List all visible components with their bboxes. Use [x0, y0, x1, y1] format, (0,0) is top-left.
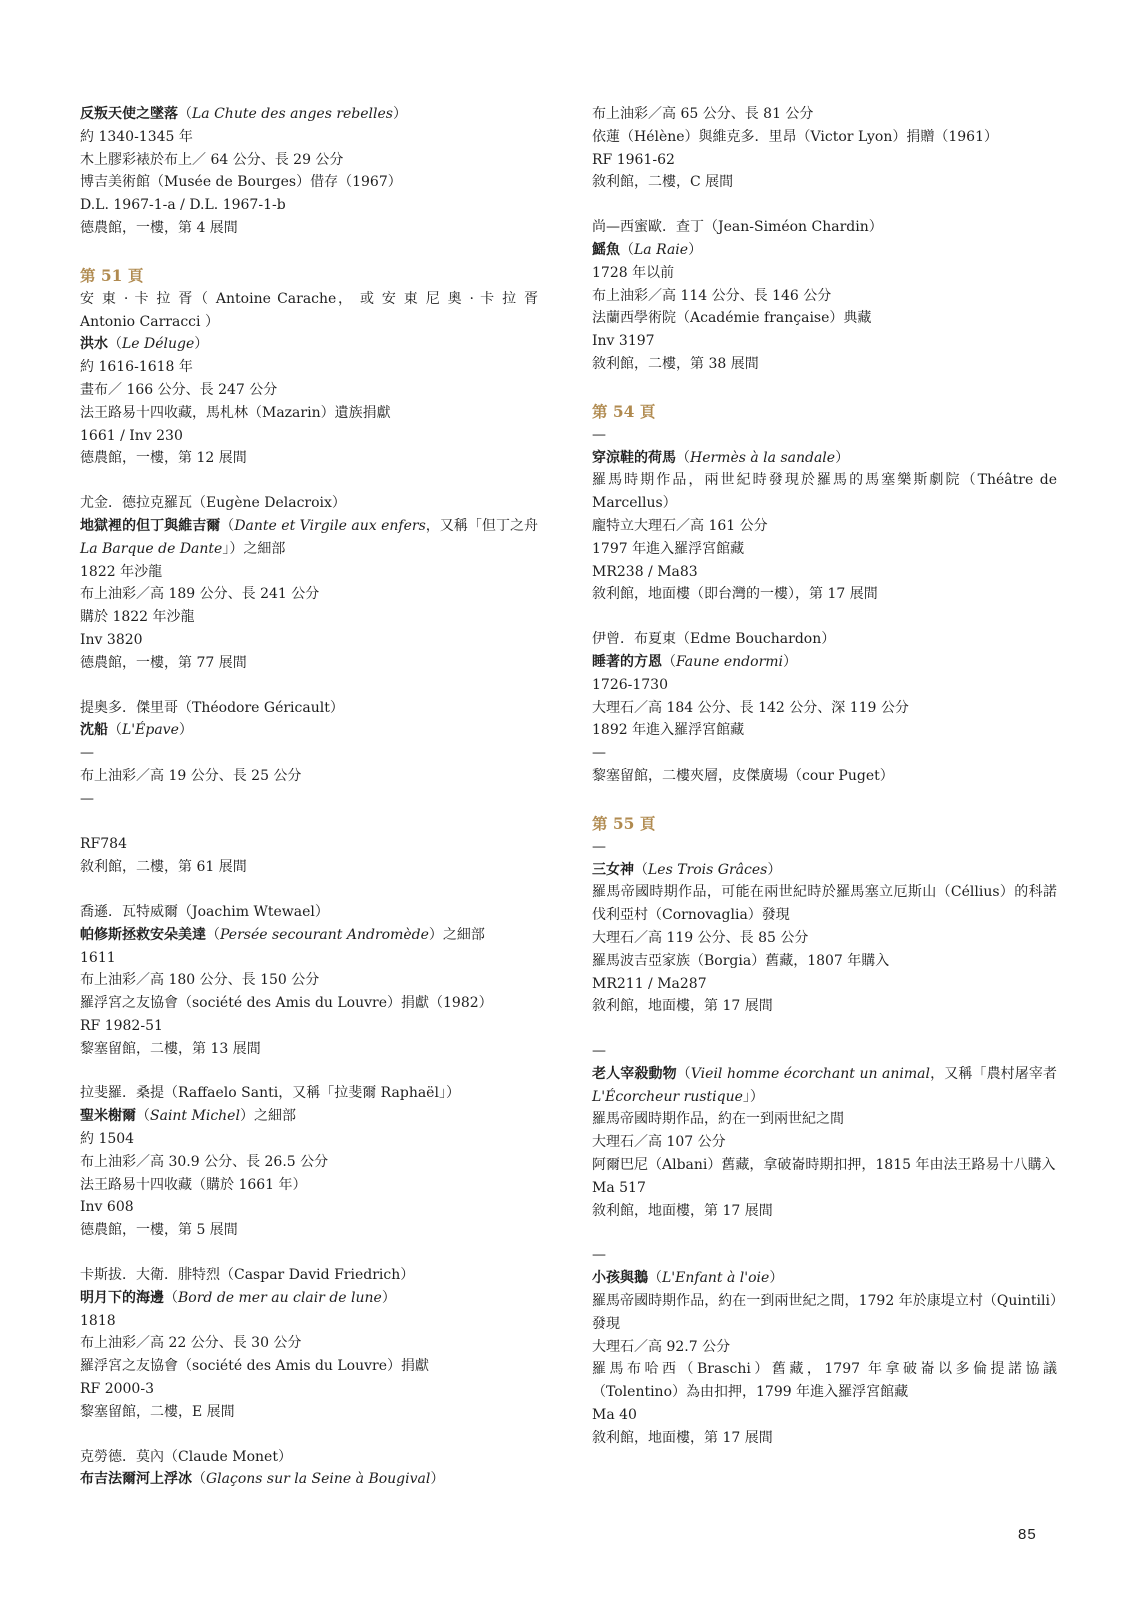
- artwork-title-fr: Bord de mer au clair de lune: [178, 1289, 382, 1306]
- artwork-title: 小孩與鵝: [592, 1270, 648, 1287]
- page-heading-54: 第 54 頁: [592, 401, 656, 421]
- artwork-title: 睡著的方恩: [592, 653, 662, 670]
- entry-title-line: 地獄裡的但丁與維吉爾（Dante et Virgile aux enfers，又稱「但丁之舟 La Barque de Dante」）之細部: [80, 517, 539, 557]
- page-heading-55: 第 55 頁: [592, 813, 656, 833]
- artwork-alt-title-fr: La Barque de Dante: [80, 540, 223, 557]
- provenance: 羅馬波吉亞家族（Borgia）舊藏，1807 年購入: [592, 952, 890, 969]
- description: 羅馬帝國時期作品，約在一到兩世紀之間，1792 年於康堤立村（Quintili）發現: [592, 1293, 1057, 1332]
- entry-title-line: 聖米榭爾（Saint Michel）之細部: [80, 1108, 296, 1125]
- artwork-title: 聖米榭爾: [80, 1108, 136, 1125]
- artist: 拉斐羅．桑提（Raffaelo Santi，又稱「拉斐爾 Raphaël」）: [80, 1085, 460, 1102]
- location: 黎塞留館，二樓，第 13 展間: [80, 1040, 261, 1057]
- artist: 安 東 · 卡 拉 胥（ Antoine Carache， 或 安 東 尼 奧 · 卡 拉 胥 Antonio Carracci ）: [80, 290, 538, 330]
- location: 德農館，一樓，第 5 展間: [80, 1222, 238, 1239]
- date: 約 1616-1618 年: [80, 359, 193, 376]
- provenance: 1797 年進入羅浮宮館藏: [592, 540, 745, 557]
- provenance: 法蘭西學術院（Académie française）典藏: [592, 310, 872, 327]
- entry-title-line: 睡著的方恩（Faune endormi）: [592, 653, 798, 670]
- medium: 大理石／高 92.7 公分: [592, 1338, 731, 1355]
- entry-seashore-moonlight: [80, 1264, 538, 1424]
- dash: —: [592, 1247, 606, 1264]
- entry-ray-fish: [592, 216, 1057, 376]
- artwork-title: 反叛天使之墜落: [80, 106, 178, 122]
- location: 敘利館，地面樓（即台灣的一樓），第 17 展間: [592, 586, 878, 603]
- dash: —: [80, 790, 94, 807]
- medium: 大理石／高 107 公分: [592, 1134, 726, 1151]
- artwork-title-fr: Glaçons sur la Seine à Bougival: [206, 1471, 431, 1488]
- inventory: RF784: [80, 836, 127, 853]
- artist: 提奧多．傑里哥（Théodore Géricault）: [80, 699, 344, 716]
- artwork-title: 帕修斯拯救安朵美達: [80, 926, 206, 943]
- provenance: 羅浮宮之友協會（société des Amis du Louvre）捐獻（1982）: [80, 995, 493, 1012]
- date: 約 1504: [80, 1131, 135, 1148]
- inventory: MR211 / Ma287: [592, 975, 707, 992]
- location: 敘利館，地面樓，第 17 展間: [592, 998, 773, 1015]
- artwork-title-fr: Les Trois Grâces: [648, 861, 768, 878]
- artwork-title: 洪水: [80, 336, 108, 353]
- provenance: 法王路易十四收藏（購於 1661 年）: [80, 1176, 307, 1193]
- inventory: MR238 / Ma83: [592, 563, 698, 580]
- entry-ice-floes-bougival: [80, 1446, 538, 1492]
- provenance: 羅浮宮之友協會（société des Amis du Louvre）捐獻: [80, 1358, 430, 1375]
- entry-old-man-flaying: [592, 1040, 1057, 1222]
- artwork-title: 老人宰殺動物: [592, 1065, 677, 1082]
- left-column: [80, 103, 538, 1491]
- inventory: Inv 3820: [80, 631, 143, 648]
- artwork-title-fr: Dante et Virgile aux enfers: [234, 517, 426, 534]
- artist: 尤金．德拉克羅瓦（Eugène Delacroix）: [80, 495, 346, 512]
- inventory: Inv 608: [80, 1199, 134, 1216]
- provenance: 阿爾巴尼（Albani）舊藏，拿破崙時期扣押，1815 年由法王路易十八購入: [592, 1157, 1056, 1174]
- entry-title-line: 沈船（L'Épave）: [80, 722, 193, 739]
- medium: 大理石／高 119 公分、長 85 公分: [592, 929, 809, 946]
- artwork-title-fr: L'Enfant à l'oie: [662, 1270, 770, 1287]
- right-column: [592, 103, 1057, 1450]
- entry-title-line: 布吉法爾河上浮冰（Glaçons sur la Seine à Bougival）: [80, 1471, 445, 1488]
- artwork-title: 布吉法爾河上浮冰: [80, 1471, 192, 1488]
- entry-title-line: 洪水（Le Déluge）: [80, 336, 209, 353]
- location: 敘利館，地面樓，第 17 展間: [592, 1429, 773, 1446]
- artwork-title: 鰩魚: [592, 241, 620, 258]
- entry-title-line: 帕修斯拯救安朵美達（Persée secourant Andromède）之細部: [80, 926, 485, 943]
- location: 黎塞留館，二樓，E 展間: [80, 1403, 235, 1420]
- artwork-title-fr: La Chute des anges rebelles: [192, 106, 393, 122]
- location: 敘利館，地面樓，第 17 展間: [592, 1202, 773, 1219]
- artwork-title: 明月下的海邊: [80, 1289, 164, 1306]
- artwork-title-fr: La Raie: [634, 241, 689, 258]
- entry-title-line: 老人宰殺動物（Vieil homme écorchant un animal，又稱「農村屠宰者 L'Écorcheur rustique」）: [592, 1065, 1058, 1105]
- artwork-alt-title-fr: L'Écorcheur rustique: [592, 1088, 743, 1105]
- dash: —: [592, 426, 606, 443]
- artwork-title-fr: Persée secourant Andromède: [220, 926, 429, 943]
- provenance: 法王路易十四收藏，馬札林（Mazarin）遺族捐獻: [80, 404, 391, 421]
- inventory: 1661 / Inv 230: [80, 427, 183, 444]
- dash: —: [592, 745, 606, 762]
- artwork-title-fr: Le Déluge: [122, 336, 195, 353]
- provenance: 博吉美術館（Musée de Bourges）借存（1967）: [80, 174, 402, 191]
- location: 德農館，一樓，第 12 展間: [80, 450, 247, 467]
- provenance: 羅馬布哈西（Braschi）舊藏，1797 年拿破崙以多倫提諾協議（Tolentino）為由扣押，1799 年進入羅浮宮館藏: [592, 1361, 1057, 1401]
- medium: 布上油彩／高 65 公分、長 81 公分: [592, 106, 814, 122]
- entry-title-line: 反叛天使之墜落（La Chute des anges rebelles）: [80, 106, 407, 122]
- artist: 卡斯拔．大衛．腓特烈（Caspar David Friedrich）: [80, 1267, 415, 1284]
- date: 約 1340-1345 年: [80, 128, 193, 145]
- description: 羅馬時期作品，兩世紀時發現於羅馬的馬塞樂斯劇院（Théâtre de Marcellus）: [592, 472, 1057, 512]
- artwork-title: 沈船: [80, 722, 108, 739]
- entry-title-line: 穿涼鞋的荷馬（Hermès à la sandale）: [592, 449, 850, 466]
- provenance: 購於 1822 年沙龍: [80, 609, 195, 626]
- artwork-title-fr: Saint Michel: [150, 1108, 240, 1125]
- entry-deluge: [80, 288, 538, 470]
- entry-title-line: 鰩魚（La Raie）: [592, 241, 703, 258]
- location: 德農館，一樓，第 77 展間: [80, 654, 247, 671]
- artwork-title-fr: Vieil homme écorchant un animal: [690, 1065, 930, 1082]
- inventory: Ma 40: [592, 1407, 637, 1424]
- inventory: RF 1982-51: [80, 1017, 163, 1034]
- entry-saint-michael: [80, 1082, 538, 1242]
- artwork-title: 地獄裡的但丁與維吉爾: [80, 517, 221, 534]
- artwork-title-fr: Hermès à la sandale: [690, 449, 836, 466]
- medium: 大理石／高 184 公分、長 142 公分、深 119 公分: [592, 699, 909, 716]
- entry-title-line: 明月下的海邊（Bord de mer au clair de lune）: [80, 1289, 396, 1306]
- entry-wreck: [80, 697, 538, 879]
- date: 1728 年以前: [592, 264, 675, 281]
- blank-line: [80, 811, 538, 834]
- inventory: RF 2000-3: [80, 1381, 154, 1398]
- entry-title-line: 三女神（Les Trois Grâces）: [592, 861, 782, 878]
- entry-continued: [592, 103, 1057, 194]
- medium: 布上油彩／高 19 公分、長 25 公分: [80, 767, 302, 784]
- medium: 畫布／ 166 公分、長 247 公分: [80, 381, 278, 398]
- medium: 布上油彩／高 180 公分、長 150 公分: [80, 972, 320, 989]
- dash: —: [592, 1043, 606, 1060]
- artist: 尚—西蜜歐．查丁（Jean-Siméon Chardin）: [592, 219, 883, 236]
- dash: —: [80, 745, 94, 762]
- medium: 布上油彩／高 30.9 公分、長 26.5 公分: [80, 1153, 329, 1170]
- date: 1822 年沙龍: [80, 563, 163, 580]
- artwork-title: 穿涼鞋的荷馬: [592, 449, 676, 466]
- artwork-title-fr: Faune endormi: [676, 653, 784, 670]
- medium: 布上油彩／高 22 公分、長 30 公分: [80, 1335, 302, 1352]
- inventory: Inv 3197: [592, 333, 655, 350]
- location: 黎塞留館，二樓夾層，皮傑廣場（cour Puget）: [592, 767, 894, 784]
- date: 1611: [80, 949, 116, 966]
- medium: 龐特立大理石／高 161 公分: [592, 517, 768, 534]
- artist: 伊曾．布夏東（Edme Bouchardon）: [592, 631, 836, 648]
- medium: 布上油彩／高 114 公分、長 146 公分: [592, 287, 832, 304]
- inventory: D.L. 1967-1-a / D.L. 1967-1-b: [80, 197, 286, 214]
- location: 敘利館，二樓，C 展間: [592, 174, 734, 191]
- date: 1818: [80, 1312, 116, 1329]
- entry-child-with-goose: [592, 1244, 1057, 1449]
- provenance: 依蓮（Hélène）與維克多．里昂（Victor Lyon）捐贈（1961）: [592, 128, 998, 145]
- entry-perseus-andromeda: [80, 901, 538, 1061]
- dash: —: [592, 838, 606, 855]
- inventory: Ma 517: [592, 1179, 646, 1196]
- description: 羅馬帝國時期作品，可能在兩世紀時於羅馬塞立厄斯山（Céllius）的科諾伐利亞村（Cornovaglia）發現: [592, 884, 1057, 924]
- location: 敘利館，二樓，第 38 展間: [592, 355, 759, 372]
- artwork-title: 三女神: [592, 861, 634, 878]
- artwork-title-fr: L'Épave: [122, 722, 179, 739]
- entry-dante-virgil: [80, 492, 538, 674]
- entry-three-graces: [592, 859, 1057, 1019]
- location: 敘利館，二樓，第 61 展間: [80, 859, 247, 876]
- entry-hermes-sandal: [592, 447, 1057, 607]
- artist: 喬遜．瓦特威爾（Joachim Wtewael）: [80, 903, 329, 920]
- artist: 克勞德．莫內（Claude Monet）: [80, 1448, 292, 1465]
- page-heading-51: 第 51 頁: [80, 265, 144, 285]
- entry-title-line: 小孩與鵝（L'Enfant à l'oie）: [592, 1270, 784, 1287]
- entry-sleeping-faun: [592, 628, 1057, 788]
- location: 德農館，一樓，第 4 展間: [80, 219, 238, 236]
- medium: 布上油彩／高 189 公分、長 241 公分: [80, 586, 320, 603]
- medium: 木上膠彩裱於布上／ 64 公分、長 29 公分: [80, 151, 344, 168]
- description: 羅馬帝國時期作品，約在一到兩世紀之間: [592, 1111, 844, 1128]
- date: 1726-1730: [592, 676, 668, 693]
- page-number: 85: [1018, 1526, 1037, 1543]
- provenance: 1892 年進入羅浮宮館藏: [592, 722, 745, 739]
- entry-fall-of-rebel-angels: [80, 103, 538, 240]
- inventory: RF 1961-62: [592, 151, 675, 168]
